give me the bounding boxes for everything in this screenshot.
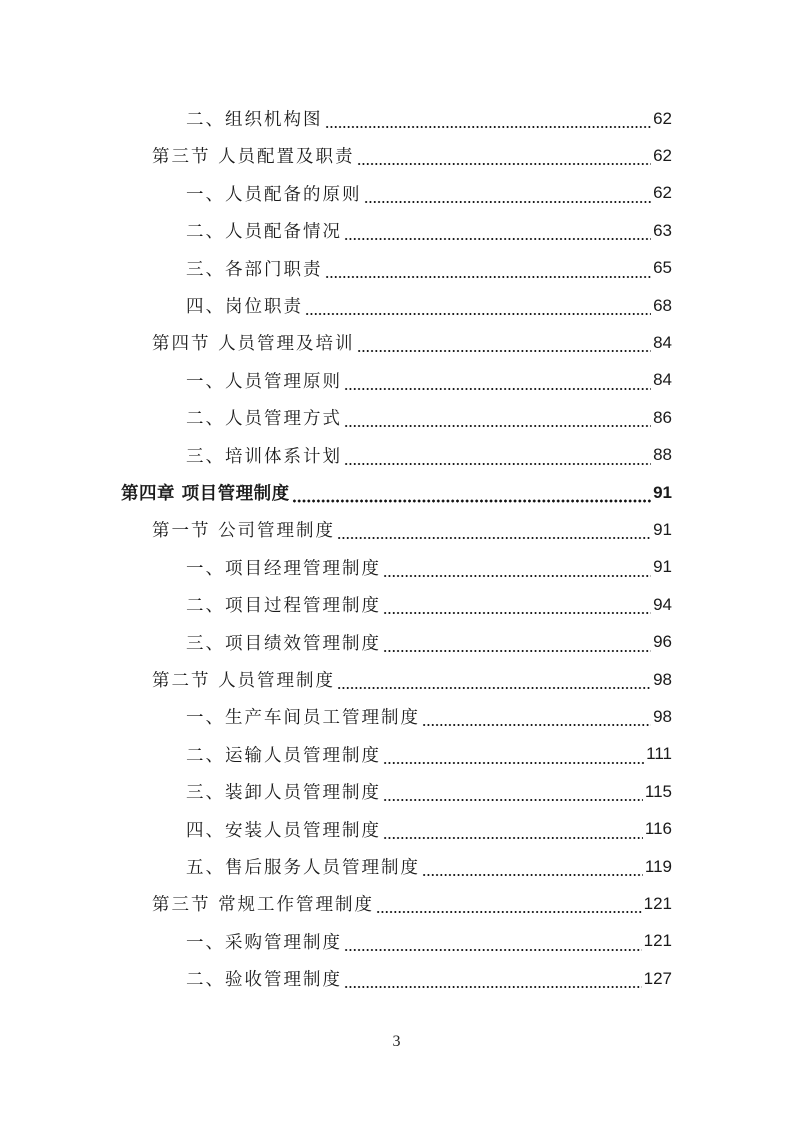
toc-subsection-entry[interactable] xyxy=(186,923,672,960)
toc-dot-leader xyxy=(325,100,652,137)
toc-entry-title: 二、验收管理制度 xyxy=(186,970,342,991)
toc-chapter-entry[interactable] xyxy=(121,474,672,511)
toc-subsection-entry[interactable] xyxy=(186,250,672,287)
toc-entry-page-number: 63 xyxy=(653,220,672,240)
toc-dot-leader xyxy=(325,250,652,287)
toc-dot-leader xyxy=(344,960,642,997)
toc-entry-page-number: 115 xyxy=(644,781,672,801)
toc-entry-title: 一、生产车间员工管理制度 xyxy=(186,708,420,729)
toc-entry-page-number: 62 xyxy=(653,108,672,128)
toc-entry-title: 第四节 人员管理及培训 xyxy=(152,334,355,355)
toc-entry-title: 二、项目过程管理制度 xyxy=(186,596,381,617)
toc-entry-title: 二、运输人员管理制度 xyxy=(186,745,381,766)
toc-entry-page-number: 119 xyxy=(644,856,672,876)
toc-entry-page-number: 91 xyxy=(653,557,672,577)
toc-subsection-entry[interactable] xyxy=(186,848,672,885)
toc-entry-title: 第一节 公司管理制度 xyxy=(152,521,336,542)
toc-entry-title: 三、培训体系计划 xyxy=(186,446,342,467)
toc-entry-page-number: 121 xyxy=(643,893,672,913)
toc-entry-title: 三、项目绩效管理制度 xyxy=(186,633,381,654)
toc-dot-leader xyxy=(383,549,651,586)
toc-dot-leader xyxy=(344,362,651,399)
toc-dot-leader xyxy=(337,511,651,548)
toc-entry-title: 五、售后服务人员管理制度 xyxy=(186,858,420,878)
toc-dot-leader xyxy=(383,736,644,773)
toc-subsection-entry[interactable] xyxy=(186,549,672,586)
toc-subsection-entry[interactable] xyxy=(186,624,672,661)
toc-entry-page-number: 68 xyxy=(653,295,672,315)
toc-entry-title: 第三节 常规工作管理制度 xyxy=(152,895,375,916)
toc-subsection-entry[interactable] xyxy=(186,586,672,623)
toc-subsection-entry[interactable] xyxy=(186,399,672,436)
toc-dot-leader xyxy=(344,212,651,249)
toc-dot-leader xyxy=(383,624,651,661)
toc-entry-page-number: 111 xyxy=(646,744,672,764)
toc-dot-leader xyxy=(344,399,651,436)
toc-section-entry[interactable] xyxy=(152,511,672,548)
toc-subsection-entry[interactable] xyxy=(186,287,672,324)
toc-entry-page-number: 62 xyxy=(653,145,672,165)
toc-section-entry[interactable] xyxy=(152,137,672,174)
toc-section-entry[interactable] xyxy=(152,661,672,698)
toc-entry-page-number: 98 xyxy=(653,669,672,689)
toc-subsection-entry[interactable] xyxy=(186,175,672,212)
toc-entry-title: 二、人员管理方式 xyxy=(186,409,342,430)
toc-subsection-entry[interactable] xyxy=(186,773,672,810)
toc-subsection-entry[interactable] xyxy=(186,811,672,848)
toc-subsection-entry[interactable] xyxy=(186,362,672,399)
page-number: 3 xyxy=(392,1033,401,1050)
toc-entry-title: 一、人员管理原则 xyxy=(186,371,342,392)
toc-entry-page-number: 127 xyxy=(643,968,672,988)
toc-entry-page-number: 91 xyxy=(653,482,672,502)
toc-entry-title: 一、采购管理制度 xyxy=(186,932,342,953)
toc-entry-page-number: 91 xyxy=(653,519,672,539)
toc-subsection-entry[interactable] xyxy=(186,736,672,773)
toc-entry-page-number: 121 xyxy=(643,931,672,951)
toc-dot-leader xyxy=(337,661,651,698)
toc-entry-page-number: 96 xyxy=(653,632,672,652)
toc-section-entry[interactable] xyxy=(152,324,672,361)
toc-entry-page-number: 86 xyxy=(653,407,672,427)
toc-entry-title: 三、各部门职责 xyxy=(186,259,323,280)
toc-dot-leader xyxy=(383,811,643,848)
toc-entry-title: 二、组织机构图 xyxy=(186,110,323,130)
toc-subsection-entry[interactable] xyxy=(186,100,672,137)
toc-entry-title: 四、岗位职责 xyxy=(186,297,303,317)
toc-entry-title: 第四章 项目管理制度 xyxy=(121,484,290,504)
toc-dot-leader xyxy=(357,324,652,361)
toc-dot-leader xyxy=(364,175,652,212)
toc-section-entry[interactable] xyxy=(152,885,672,922)
toc-dot-leader xyxy=(357,137,652,174)
toc-dot-leader xyxy=(383,586,651,623)
toc-dot-leader xyxy=(305,287,651,324)
toc-entry-title: 第三节 人员配置及职责 xyxy=(152,147,355,168)
toc-dot-leader xyxy=(344,923,642,960)
toc-subsection-entry[interactable] xyxy=(186,698,672,735)
toc-subsection-entry[interactable] xyxy=(186,437,672,474)
toc-dot-leader xyxy=(383,773,643,810)
toc-dot-leader xyxy=(422,848,643,885)
toc-entry-page-number: 65 xyxy=(653,258,672,278)
toc-entry-page-number: 94 xyxy=(653,594,672,614)
toc-entry-title: 二、人员配备情况 xyxy=(186,222,342,243)
toc-entry-title: 一、项目经理管理制度 xyxy=(186,558,381,579)
toc-entry-page-number: 116 xyxy=(644,819,672,839)
toc-subsection-entry[interactable] xyxy=(186,212,672,249)
toc-entry-title: 第二节 人员管理制度 xyxy=(152,671,336,691)
toc-subsection-entry[interactable] xyxy=(186,960,672,997)
toc-dot-leader xyxy=(292,474,651,511)
toc-entry-title: 四、安装人员管理制度 xyxy=(186,820,381,841)
toc-entry-title: 一、人员配备的原则 xyxy=(186,184,362,205)
toc-entry-page-number: 88 xyxy=(653,445,672,465)
toc-dot-leader xyxy=(422,698,651,735)
toc-entry-page-number: 62 xyxy=(653,183,672,203)
toc-dot-leader xyxy=(344,437,651,474)
toc-entry-title: 三、装卸人员管理制度 xyxy=(186,783,381,804)
toc-entry-page-number: 84 xyxy=(653,332,672,352)
toc-entry-page-number: 84 xyxy=(653,370,672,390)
toc-entry-page-number: 98 xyxy=(653,706,672,726)
toc-dot-leader xyxy=(376,885,642,922)
